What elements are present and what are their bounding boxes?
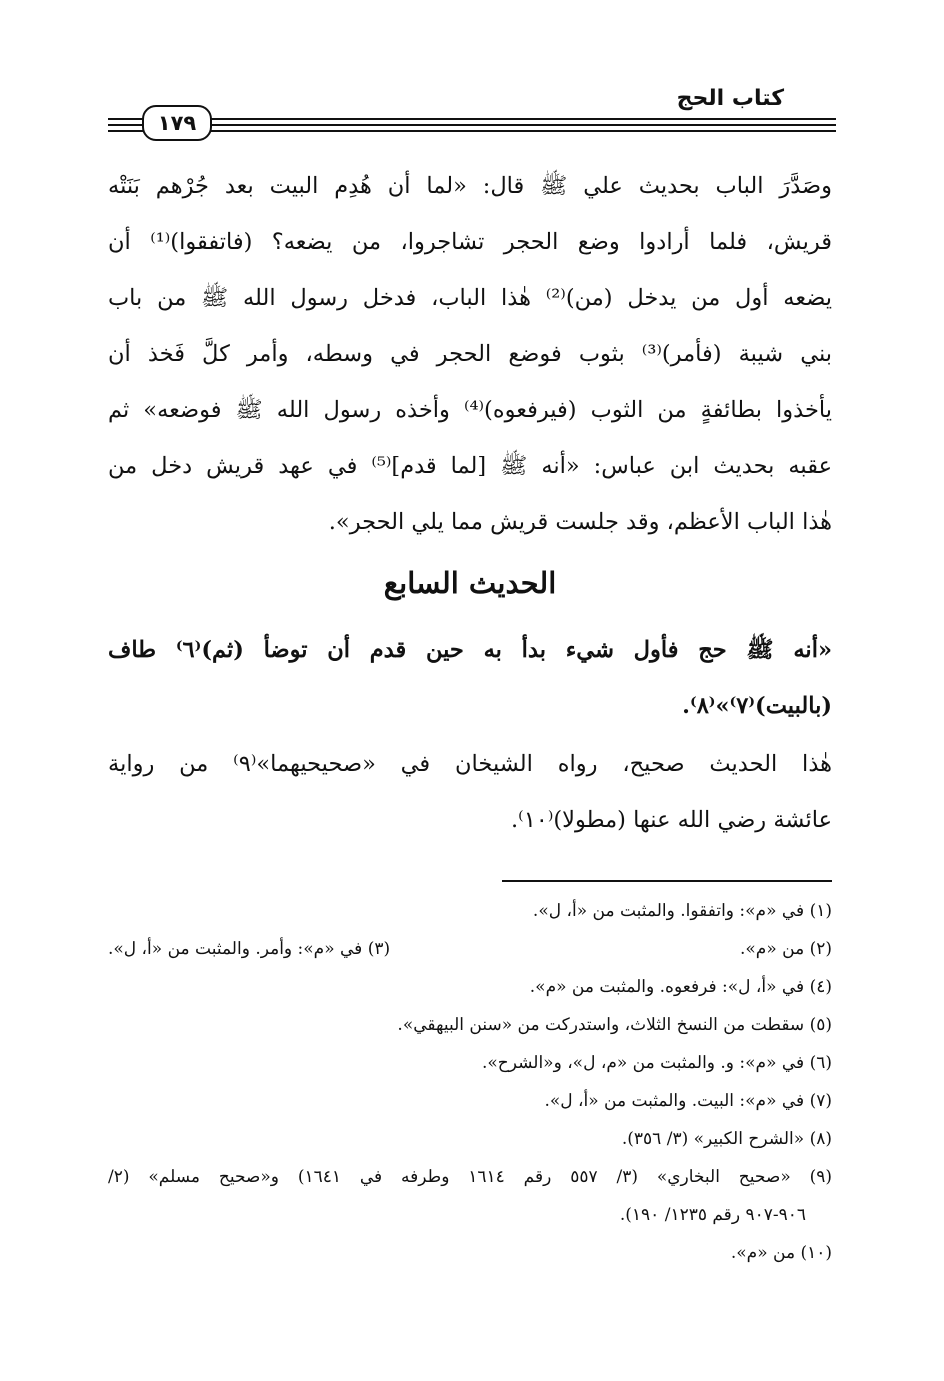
text-line: «أنه ﷺ حج فأول شيء بدأ به حين قدم أن توضأ (ثم)⁽٦⁾ طاف <box>108 637 833 663</box>
footnote: (٦) في «م»: و. والمثبت من «م، ل»، و«الشرح». <box>481 1053 832 1073</box>
header-rule <box>108 124 836 126</box>
footnote: (٤) في «أ، ل»: فرفعوه. والمثبت من «م». <box>529 977 832 997</box>
text-line: عائشة رضي الله عنها (مطولا)⁽١٠⁾. <box>511 807 832 833</box>
footnote: (٥) سقطت من النسخ الثلاث، واستدركت من «سنن البيهقي». <box>397 1015 832 1035</box>
running-header-title: كتاب الحج <box>676 86 784 111</box>
text-line: هٰذا الحديث صحيح، رواه الشيخان في «صحيحيهما»⁽٩⁾ من رواية <box>108 751 832 777</box>
text-line: هٰذا الباب الأعظم، وقد جلست قريش مما يلي الحجر». <box>328 509 832 535</box>
section-heading: الحديث السابع <box>383 566 557 600</box>
footnote: (٧) في «م»: البيت. والمثبت من «أ، ل». <box>544 1091 832 1111</box>
text-line: قريش، فلما أرادوا وضع الحجر تشاجروا، من يضعه؟ (فاتفقوا)⁽¹⁾ أن <box>108 229 832 255</box>
footnote: (٣) في «م»: وأمر. والمثبت من «أ، ل». <box>108 939 391 959</box>
footnotes <box>108 892 832 1272</box>
header-rule <box>108 130 836 132</box>
footnote: (٢) من «م». <box>740 939 832 959</box>
text-line: عقبه بحديث ابن عباس: «أنه ﷺ [لما قدم]⁽⁵⁾ في عهد قريش دخل من <box>108 453 832 479</box>
text-line: وصَدَّرَ الباب بحديث علي ﷺ قال: «لما أن هُدِم البيت بعد جُرْهم بَنَتْه <box>108 173 832 199</box>
paragraph-3 <box>108 736 832 848</box>
footnote: (٨) «الشرح الكبير» (٣/ ٣٥٦). <box>621 1129 832 1149</box>
footnote: (٩) «صحيح البخاري» (٣/ ٥٥٧ رقم ١٦١٤ وطرفه في ١٦٤١) و«صحيح مسلم» (٢/ <box>108 1167 832 1187</box>
text-line: (بالبيت)⁽٧⁾»⁽٨⁾. <box>682 693 832 719</box>
footnote: (١) في «م»: واتفقوا. والمثبت من «أ، ل». <box>532 901 832 921</box>
hadith-text <box>108 622 832 734</box>
header-rule <box>108 118 836 120</box>
text-line: يأخذوا بطائفةٍ من الثوب (فيرفعوه)⁽⁴⁾ وأخذه رسول الله ﷺ فوضعه» ثم <box>108 397 832 423</box>
footnote-row <box>108 930 832 968</box>
footnote-separator <box>502 880 832 882</box>
footnote-continuation: ٩٠٦-٩٠٧ رقم ١٢٣٥/ ١٩٠). <box>619 1205 806 1225</box>
page-number: ١٧٩ <box>142 105 212 141</box>
footnote: (١٠) من «م». <box>730 1243 832 1263</box>
paragraph-1 <box>108 158 832 550</box>
text-line: بني شيبة (فأمر)⁽³⁾ بثوب فوضع الحجر في وسطه، وأمر كلَّ فَخذ أن <box>108 341 832 367</box>
text-line: يضعه أول من يدخل (من)⁽²⁾ هٰذا الباب، فدخل رسول الله ﷺ من باب <box>108 285 832 311</box>
